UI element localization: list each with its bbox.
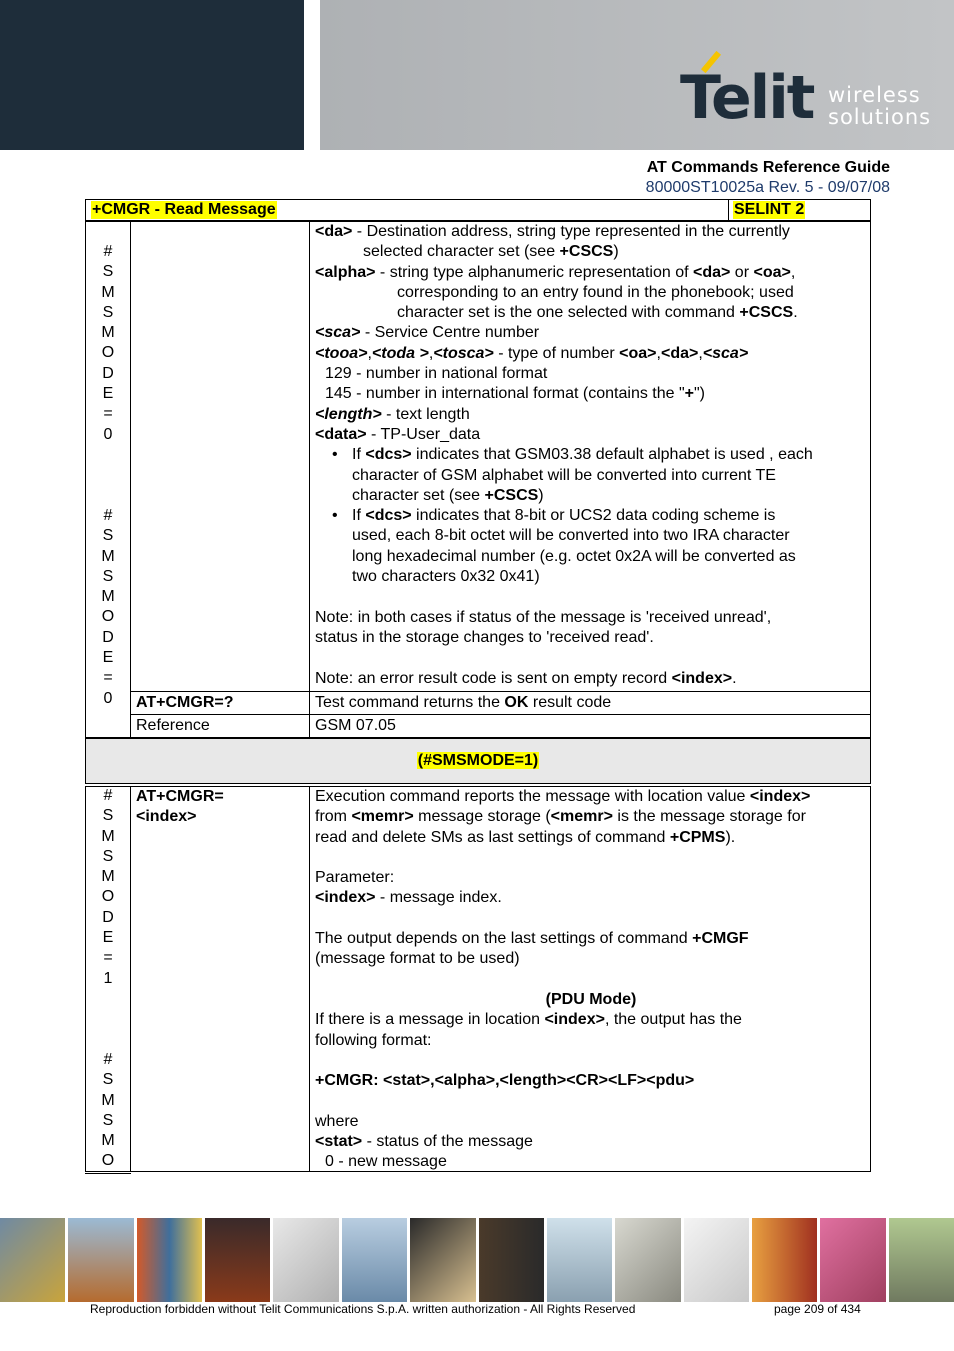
footer-photo xyxy=(0,1218,65,1302)
footer-photo xyxy=(684,1218,749,1302)
side-label-mode0-repeat: # S M S M O D E = 0 xyxy=(101,507,115,707)
mode1-description: Execution command reports the message with location value <index> from <memr> message storage (<memr> is the message storage for read and delete SMs as last settings of command +CPMS). Parameter: <index> - message index. The output depends on the last settings of command +CMGF (message format to be used) (PDU Mode) If there is a message in location <index>, the output has the following format: +CMGR: <stat>,<alpha>,<length><CR><LF><pdu> where <stat> - status of the message 0 - new message xyxy=(315,788,811,1171)
mode1-command: AT+CMGR= <index> xyxy=(136,788,224,826)
selint-badge: SELINT 2 xyxy=(734,201,805,218)
test-command-label: AT+CMGR=? xyxy=(136,694,234,711)
header-dark-panel xyxy=(0,0,304,150)
reference-value: GSM 07.05 xyxy=(315,717,396,734)
footer-copyright: Reproduction forbidden without Telit Communications S.p.A. written authorization - All Rights Reserved xyxy=(90,1302,636,1316)
section-title: +CMGR - Read Message xyxy=(92,201,276,218)
smsmode1-label: (#SMSMODE=1) xyxy=(417,752,539,769)
side-label-mode1: # S M S M O D E = 1 xyxy=(101,787,115,987)
telit-logo xyxy=(676,50,936,135)
reference-label: Reference xyxy=(136,717,210,734)
footer-photo xyxy=(205,1218,270,1302)
footer-photo xyxy=(410,1218,475,1302)
test-command-desc: Test command returns the OK result code xyxy=(315,694,612,711)
logo-word: Telit xyxy=(680,63,814,133)
footer-page-number: page 209 of 434 xyxy=(774,1302,861,1316)
mode0-description: <da> - Destination address, string type represented in the currently selected character set (see +CSCS) <alpha> - string type alphanumeric representation of <da> or <oa>, corresponding to an entry found in the phonebook; used character set is the one selected with command +CSCS. <sca> - Service Centre number <tooa>,<toda >,<tosca> - type of number <oa>,<da>,<sca> 129 - number in national format 145 - number in international format (contains the "+") <length> - text length <data> - TP-User_data • If <dcs> indicates that GSM03.38 default alphabet is used , each character of GSM alphabet will be converted into current TE character set (see +CSCS) • If <dcs> indicates that 8-bit or UCS2 data coding scheme is used, each 8-bit octet will be converted into two IRA character long hexadecimal number (e.g. octet 0x2A will be converted as two characters 0x32 0x41) Note: in both cases if status of the message is 'received unread', status in the storage changes to 'received read'. Note: an error result code is sent on empty record <index>. xyxy=(315,222,867,689)
footer-photo xyxy=(273,1218,338,1302)
footer-photo xyxy=(820,1218,885,1302)
logo-tagline: wireless solutions xyxy=(828,83,932,129)
footer-photo xyxy=(68,1218,133,1302)
footer-photo xyxy=(479,1218,544,1302)
side-label-mode1-repeat: # S M S M O xyxy=(101,1051,115,1170)
footer-photo xyxy=(547,1218,612,1302)
smsmode1-banner xyxy=(85,738,871,784)
guide-title: AT Commands Reference Guide xyxy=(646,159,890,176)
footer-photo xyxy=(752,1218,817,1302)
guide-revision: 80000ST10025a Rev. 5 - 09/07/08 xyxy=(645,179,890,196)
section-header-bar xyxy=(85,199,871,221)
footer-photo-strip xyxy=(0,1218,954,1302)
footer-photo xyxy=(889,1218,954,1302)
footer-photo xyxy=(137,1218,202,1302)
footer-photo xyxy=(342,1218,407,1302)
footer-photo xyxy=(615,1218,680,1302)
side-label-mode0: # S M S M O D E = 0 xyxy=(101,243,115,443)
